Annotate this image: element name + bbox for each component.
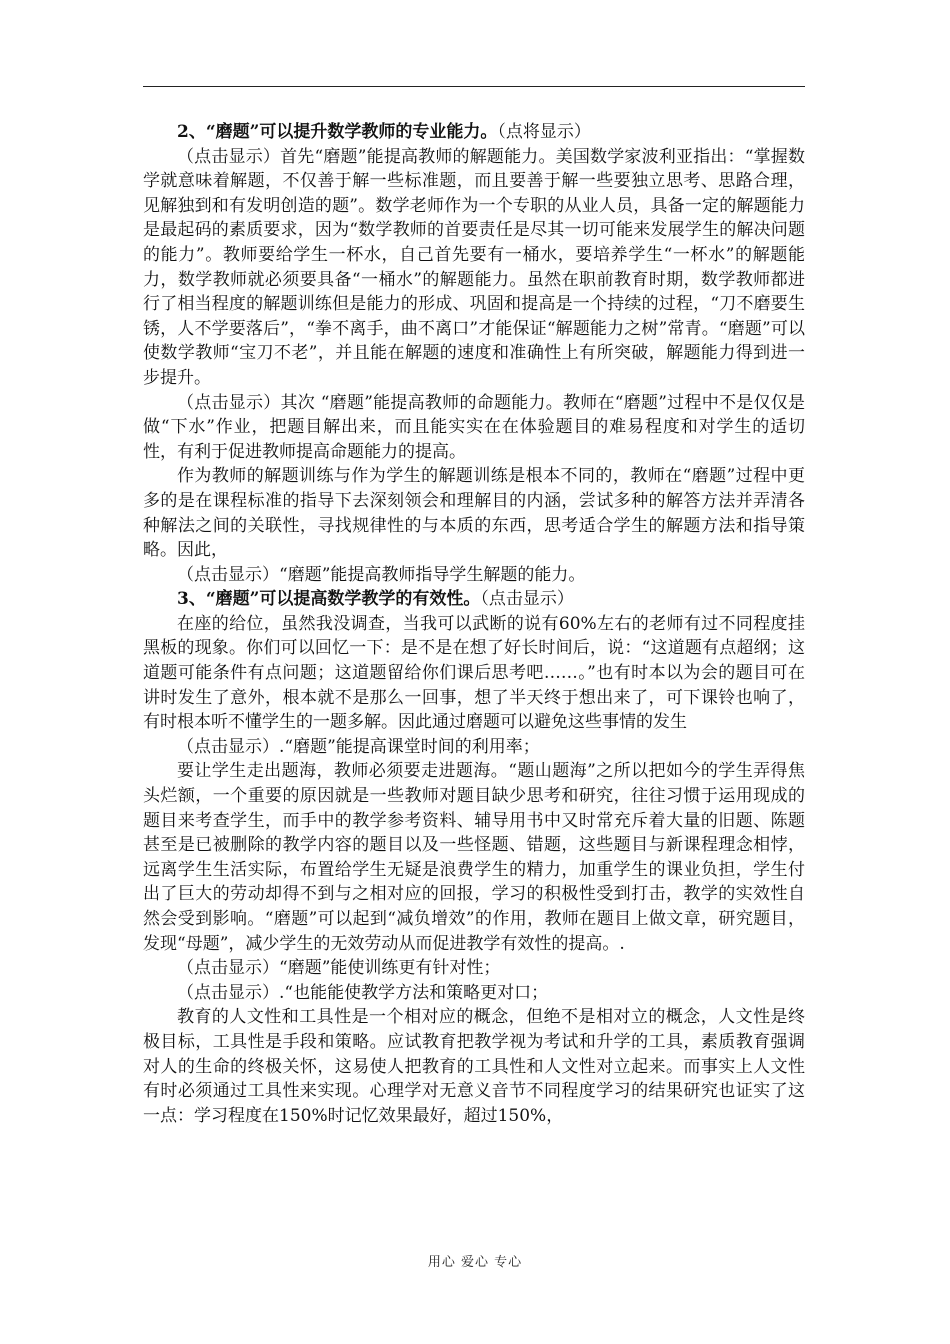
paragraph: 作为教师的解题训练与作为学生的解题训练是根本不同的，教师在“磨题”过程中更多的是在课程标准的指导下去深刻领会和理解目的内涵，尝试多种的解答方法并弄清各种解法之间的关联性，寻找规律性的与本质的东西，思考适合学生的解题方法和指导策略。因此， — [143, 466, 805, 561]
heading-note: （点将显示） — [497, 122, 591, 142]
document-body — [143, 120, 805, 1128]
paragraph: （点击显示）.“也能能使教学方法和策略更对口； — [177, 982, 549, 1003]
paragraph: （点击显示）“磨题”能提高教师指导学生解题的能力。 — [177, 564, 586, 585]
page-footer: 用心 爱心 专心 — [427, 1255, 523, 1270]
paragraph: 教育的人文性和工具性是一个相对应的概念，但绝不是相对立的概念，人文性是终极目标，工具性是手段和策略。应试教育把教学视为考试和升学的工具，素质教育强调对人的生命的终极关怀，这易使人把教育的工具性和人文性对立起来。而事实上人文性有时必须通过工具性来实现。心理学对无意义音节不同程度学习的结果研究也证实了这一点：学习程度在150%时记忆效果最好，超过150%， — [143, 1007, 805, 1126]
paragraph: （点击显示）“磨题”能使训练更有针对性； — [177, 958, 501, 979]
paragraph: （点击显示）首先“磨题”能提高教师的解题能力。美国数学家波利亚指出：“掌握数学就意味着解题，不仅善于解一些标准题，而且要善于解一些要独立思考、思路合理，见解独到和有发明创造的题”。数学老师作为一个专职的从业人员，具备一定的解题能力是最起码的素质要求，因为“数学教师的首要责任是尽其一切可能来发展学生的解决问题的能力”。教师要给学生一杯水，自己首先要有一桶水，要培养学生“一杯水”的解题能力，数学教师就必须要具备“一桶水”的解题能力。虽然在职前教育时期，数学教师都进行了相当程度的解题训练但是能力的形成、巩固和提高是一个持续的过程，“刀不磨要生锈，人不学要落后”，“拳不离手，曲不离口”才能保证“解题能力之树”常青。“磨题”可以使数学教师“宝刀不老”，并且能在解题的速度和准确性上有所突破，解题能力得到进一步提升。 — [143, 146, 805, 388]
heading-bold-text: 3、“磨题”可以提高数学教学的有效性。 — [177, 589, 481, 610]
heading-note: （点击显示） — [480, 589, 574, 610]
paragraph: （点击显示）.“磨题”能提高课堂时间的利用率； — [177, 736, 540, 757]
paragraph: 要让学生走出题海，教师必须要走进题海。“题山题海”之所以把如今的学生弄得焦头烂额，一个重要的原因就是一些教师对题目缺少思考和研究，往往习惯于运用现成的题目来考查学生，而手中的教学参考资料、辅导用书中又时常充斥着大量的旧题、陈题甚至是已被删除的教学内容的题目以及一些怪题、错题，这些题目与新课程理念相悖，远离学生生活实际，布置给学生无疑是浪费学生的精力，加重学生的课业负担，学生付出了巨大的劳动却得不到与之相对应的回报，学习的积极性受到打击，教学的实效性自然会受到影响。“磨题”可以起到“减负增效”的作用，教师在题目上做文章，研究题目，发现“母题”，减少学生的无效劳动从而促进教学有效性的提高。. — [143, 761, 805, 954]
section-heading-3 — [143, 587, 805, 612]
header-rule — [143, 86, 805, 87]
paragraph: 在座的给位，虽然我没调查，当我可以武断的说有60%左右的老师有过不同程度挂黑板的现象。你们可以回忆一下：是不是在想了好长时间后，说：“这道题有点超纲；这道题可能条件有点问题；这道题留给你们课后思考吧……。”也有时本以为会的题目可在讲时发生了意外，根本就不是那么一回事，想了半天终于想出来了，可下课铃也响了，有时根本听不懂学生的一题多解。因此通过磨题可以避免这些事情的发生 — [143, 613, 805, 733]
section-heading-2 — [143, 120, 805, 145]
paragraph: （点击显示）其次 “磨题”能提高教师的命题能力。教师在“磨题”过程中不是仅仅是做“下水”作业，把题目解出来，而且能实实在在体验题目的难易程度和对学生的适切性，有利于促进教师提高命题能力的提高。 — [143, 392, 805, 462]
heading-bold-text: 2、“磨题”可以提升数学教师的专业能力。 — [177, 122, 498, 142]
